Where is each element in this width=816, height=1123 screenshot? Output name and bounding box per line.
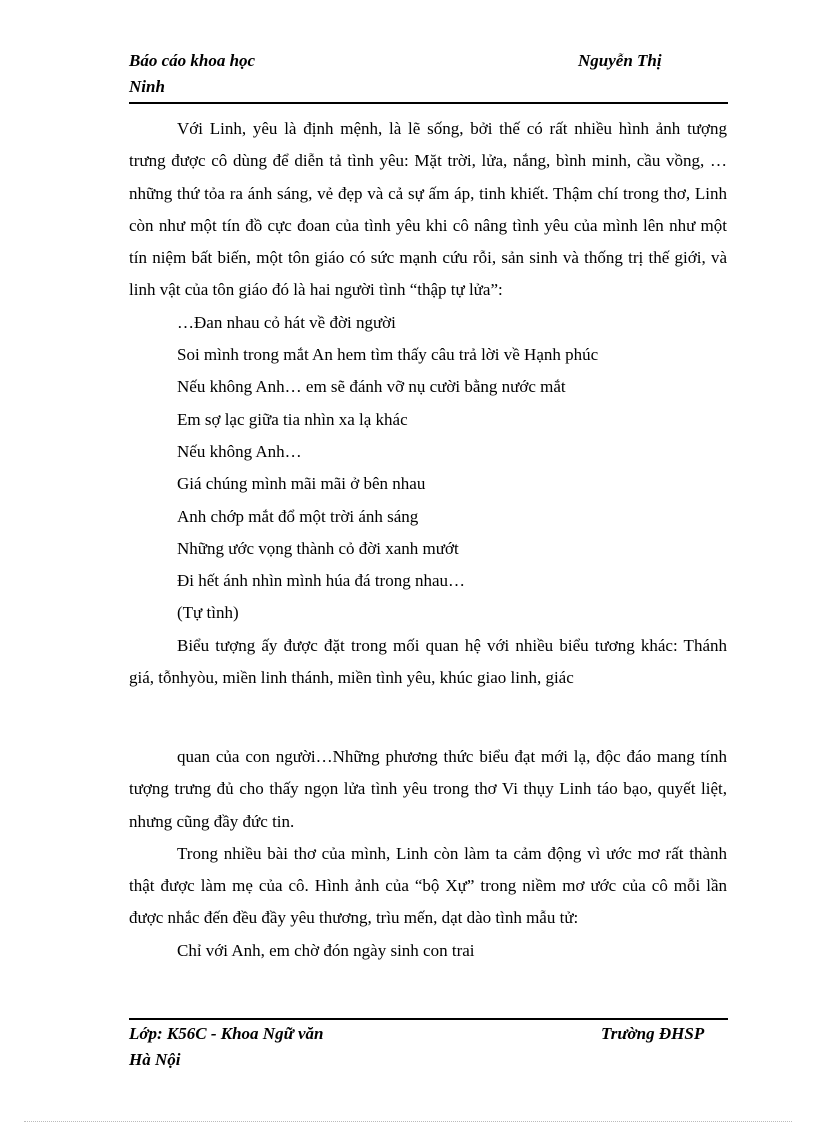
poem-line: Giá chúng mình mãi mãi ở bên nhau <box>177 474 426 494</box>
header-author-name: Nguyễn Thị <box>578 51 662 70</box>
footer-rule <box>129 1018 728 1020</box>
header-left <box>129 48 429 100</box>
header-rule <box>129 102 728 104</box>
paragraph-2: Biểu tượng ấy được đặt trong mối quan hệ với nhiều biểu tương khác: Thánh giá, tỗnhyòu, miền linh thánh, miền tình yêu, khúc giao linh, giác <box>129 635 727 688</box>
poem-line: Nếu không Anh… <box>177 441 302 461</box>
body-block-1 <box>129 113 727 694</box>
poem-source: (Tự tình) <box>177 603 239 623</box>
poem-line: …Đan nhau cỏ hát về đời người <box>177 312 396 332</box>
paragraph-1: Với Linh, yêu là định mệnh, là lẽ sống, bởi thế có rất nhiều hình ảnh tượng trưng được cô dùng để diễn tả tình yêu: Mặt trời, lửa, nắng, bình minh, cầu vồng, … những thứ tỏa ra ánh sáng, vẻ đẹp và cả sự ấm áp, tinh khiết. Thậm chí trong thơ, Linh còn như một tín đồ cực đoan của tình yêu khi cô nâng tình yêu của mình lên như một tín niệm bất biến, một tôn giáo có sức mạnh cứu rỗi, sản sinh và thống trị thế giới, và linh vật của tôn giáo đó là hai người tình “thập tự lửa”: <box>129 119 727 300</box>
poem-line: Em sợ lạc giữa tia nhìn xa lạ khác <box>177 409 408 429</box>
paragraph-4: Trong nhiều bài thơ của mình, Linh còn làm ta cảm động vì ước mơ rất thành thật được làm mẹ của cô. Hình ảnh của “bộ Xự” trong niềm mơ ước của cô mỗi lần được nhắc đến đều đầy yêu thương, trìu mến, dạt dào tình mẫu tử: <box>129 843 727 928</box>
poem-2 <box>129 935 727 967</box>
poem-line: Chỉ với Anh, em chờ đón ngày sinh con trai <box>177 940 475 960</box>
poem-line: Anh chớp mắt đổ một trời ánh sáng <box>177 506 419 526</box>
header-report-title: Báo cáo khoa học <box>129 51 256 70</box>
footer-class-info: Lớp: K56C - Khoa Ngữ văn <box>129 1024 324 1043</box>
poem-line: Những ước vọng thành cỏ đời xanh mướt <box>177 538 459 558</box>
poem-line: Soi mình trong mắt An hem tìm thấy câu trả lời về Hạnh phúc <box>177 345 599 365</box>
poem-1 <box>129 307 727 630</box>
footer-university: Trường ĐHSP <box>601 1024 705 1043</box>
poem-line: Đi hết ánh nhìn mình húa đá trong nhau… <box>177 571 466 591</box>
page-bottom-border <box>24 1121 792 1122</box>
poem-line: Nếu không Anh… em sẽ đánh vỡ nụ cười bằng nước mắt <box>177 377 566 397</box>
body-block-2 <box>129 741 727 967</box>
footer-left <box>129 1021 429 1073</box>
footer-city: Hà Nội <box>129 1050 181 1069</box>
paragraph-3: quan của con người…Những phương thức biểu đạt mới lạ, độc đáo mang tính tượng trưng đủ cho thấy ngọn lửa tình yêu trong thơ Vi thụy Linh táo bạo, quyết liệt, nhưng cũng đầy đức tin. <box>129 747 727 831</box>
header-author-surname: Ninh <box>129 77 165 96</box>
